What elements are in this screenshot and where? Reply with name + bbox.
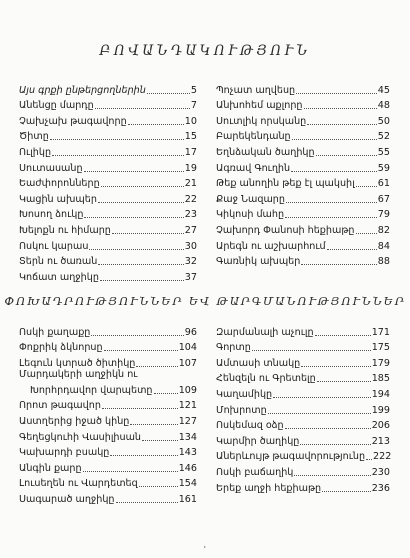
dot-leader [285, 428, 371, 429]
page-number: 127 [178, 416, 197, 428]
entry-title: Սուտասանը [19, 162, 83, 174]
page-number: 52 [377, 131, 390, 143]
entry-title: Անգին քարը [19, 462, 82, 474]
entry-title: Ոսկի քաղաքը [19, 326, 91, 338]
page-number: 179 [371, 357, 390, 369]
entry-title: Որոտ թագավոր [19, 400, 101, 412]
entry-title: Ոսկեմազ օձը [216, 420, 284, 432]
page-number: 82 [377, 224, 390, 236]
page-number: 48 [377, 100, 390, 112]
dot-leader [112, 233, 184, 234]
page-number: 104 [178, 342, 197, 354]
toc-entry [19, 489, 197, 505]
dot-leader [95, 108, 190, 109]
page-number: 27 [184, 224, 197, 236]
toc-entry [216, 174, 390, 190]
page-number: 10 [184, 115, 197, 127]
page-number: 30 [184, 240, 197, 252]
dot-leader [84, 171, 184, 172]
toc-entry [19, 236, 197, 252]
page-number: 55 [377, 146, 390, 158]
dot-leader [315, 335, 371, 336]
page-number: 161 [178, 494, 197, 506]
page-number: 61 [377, 178, 390, 190]
page-number: 230 [371, 466, 390, 478]
dot-leader [89, 249, 183, 250]
dot-leader [102, 408, 178, 409]
entry-title: Խորհրդավոր վարպետը [30, 384, 153, 396]
dot-leader [307, 124, 377, 125]
entry-title: Զարմանալի աչուլը [216, 326, 314, 338]
entry-title: Արեգն ու աշխարհում [216, 240, 326, 252]
entry-title: Չախչախ թագավորը [19, 115, 127, 127]
toc-entry [19, 322, 197, 338]
entry-title: Ամտասի տնակը [216, 357, 301, 369]
entry-title: Խելոքն ու հիմարը [19, 224, 111, 236]
dot-leader [101, 186, 184, 187]
entry-title: Ուլիկը [19, 146, 52, 158]
entry-title: Տերն ու ծառան [19, 256, 98, 268]
toc-entry [19, 80, 197, 96]
page-number: 222 [373, 451, 392, 463]
dot-leader [147, 93, 190, 94]
entry-title: Անխոհեմ աքլորը [216, 100, 303, 112]
toc-entry [19, 458, 197, 474]
dot-leader [292, 139, 377, 140]
page-number: 22 [184, 193, 197, 205]
entry-title: Մարդակերի աղջիկն ու [19, 369, 138, 381]
toc-entry [216, 158, 390, 174]
entry-title: Քաջ Նազարը [216, 193, 285, 205]
contents-left-column [19, 80, 197, 283]
dot-leader [301, 264, 376, 265]
entry-title: Կիկոսի մահը [216, 209, 285, 221]
toc-entry [216, 80, 390, 96]
dot-leader [98, 202, 184, 203]
toc-entry [216, 416, 390, 432]
entry-title: Ագռավ Գուղին [216, 162, 291, 174]
entry-title: Խոսող ձուկը [19, 209, 84, 221]
entry-title: Սուտլիկ որսկանը [216, 115, 307, 127]
entry-title: Լեգուն կտրած ծիտիկը [19, 357, 136, 369]
dot-leader [301, 366, 370, 367]
page-number: 134 [178, 431, 197, 443]
page-number: 7 [190, 100, 197, 112]
contents-right-column [216, 80, 390, 267]
toc-entry [216, 338, 390, 354]
page-number: 194 [371, 388, 390, 400]
dot-leader [130, 424, 177, 425]
dot-leader [84, 217, 183, 218]
dot-leader [110, 455, 177, 456]
page-number: 213 [371, 435, 390, 447]
translations-heading: ՓՈԽԱԴՐՈՒԹՅՈՒՆՆԵՐ ԵՎ ԹԱՐԳՄԱՆՈՒԹՅՈՒՆՆԵՐ [4, 294, 406, 308]
contents-heading: ԲՈՎԱՆԴԱԿՈՒԹՅՈՒՆ [99, 43, 311, 59]
toc-entry [216, 142, 390, 158]
entry-title: Թեք անողին թեք էլ պակսիլ [216, 178, 355, 190]
page-number: 121 [178, 400, 197, 412]
dot-leader [104, 350, 178, 351]
toc-entry [216, 431, 390, 447]
dot-leader [52, 155, 184, 156]
dot-leader [128, 124, 184, 125]
toc-entry [216, 400, 390, 416]
entry-title: Գառնիկ ախպեր [216, 256, 301, 268]
page-number: 50 [377, 115, 390, 127]
dot-leader [268, 413, 371, 414]
toc-entry [19, 338, 197, 354]
page-number: 88 [377, 256, 390, 268]
toc-entry [19, 411, 197, 427]
footer-mark: ՙ [203, 545, 207, 554]
toc-entry [19, 474, 197, 490]
entry-title: Բարեկենդանը [216, 131, 291, 143]
page-number: 199 [371, 404, 390, 416]
entry-title: Եաժփորոնները [19, 178, 100, 190]
toc-entry [19, 142, 197, 158]
dot-leader [294, 475, 370, 476]
dot-leader [142, 440, 178, 441]
page-number: 79 [377, 209, 390, 221]
dot-leader [366, 459, 372, 460]
entry-title: Լուսեղեն ու Վարդետեզ [19, 478, 138, 490]
entry-title: Կացին ախպեր [19, 193, 97, 205]
toc-entry [216, 384, 390, 400]
page-number: 67 [377, 193, 390, 205]
dot-leader [252, 350, 371, 351]
toc-entry [216, 189, 390, 205]
dot-leader [327, 249, 377, 250]
toc-entry [19, 96, 197, 112]
entry-title: Այս գրքի ընթերցողներին [19, 84, 146, 96]
page-number: 37 [184, 271, 197, 283]
entry-title: Աստղերից իջած կինը [19, 416, 130, 428]
page-number: 236 [371, 482, 390, 494]
toc-entry [216, 96, 390, 112]
entry-title: Մոխրոտը [216, 404, 267, 416]
entry-title: Անենցը մարդը [19, 100, 94, 112]
entry-title: Պոչատ աղվեսը [216, 84, 296, 96]
dot-leader [316, 155, 377, 156]
toc-entry [19, 396, 197, 412]
page-number: 109 [178, 384, 197, 396]
toc-entry [19, 189, 197, 205]
page-number: 32 [184, 256, 197, 268]
toc-entry [216, 353, 390, 369]
dot-leader [91, 335, 183, 336]
page-number: 107 [178, 357, 197, 369]
page-number: 21 [184, 178, 197, 190]
page-number: 146 [178, 462, 197, 474]
page-number: 143 [178, 447, 197, 459]
dot-leader [285, 217, 377, 218]
page-number: 171 [371, 326, 390, 338]
page-number: 185 [371, 373, 390, 385]
dot-leader [116, 502, 178, 503]
translations-left-column [19, 322, 197, 505]
page-number: 59 [377, 162, 390, 174]
toc-entry [19, 205, 197, 221]
dot-leader [356, 233, 377, 234]
entry-title: Ծիտը [19, 131, 49, 143]
entry-title: Չախորդ Փանոսի հեքիաթը [216, 224, 355, 236]
toc-entry [216, 462, 390, 478]
toc-entry [19, 174, 197, 190]
translations-right-column [216, 322, 390, 494]
page-number: 206 [371, 420, 390, 432]
entry-title: Հենզելն ու Գրետելը [216, 373, 316, 385]
page-number: 23 [184, 209, 197, 221]
toc-entry [19, 127, 197, 143]
toc-entry [216, 369, 390, 385]
entry-title: Կարմիր ծաղիկը [216, 435, 300, 447]
page-number: 45 [377, 84, 390, 96]
entry-title: Կախարդի բսակը [19, 447, 110, 459]
dot-leader [296, 93, 377, 94]
toc-entry [216, 205, 390, 221]
toc-entry [19, 369, 197, 381]
toc-entry [19, 443, 197, 459]
entry-title: Կոճատ աղջիկը [19, 271, 99, 283]
entry-title: Գեղեցկուհի Վասիլիսան [19, 431, 142, 443]
dot-leader [50, 139, 184, 140]
entry-title: Փոքրիկ ձկնորսը [19, 342, 103, 354]
page-number: 154 [178, 478, 197, 490]
entry-title: Սագարած աղջիկը [19, 494, 115, 506]
dot-leader [317, 381, 371, 382]
page-number: 19 [184, 162, 197, 174]
page-number: 84 [377, 240, 390, 252]
toc-entry [19, 111, 197, 127]
toc-entry [216, 236, 390, 252]
entry-title: Կաղամիկը [216, 388, 273, 400]
toc-entry [19, 252, 197, 268]
page-number: 5 [190, 84, 197, 96]
toc-entry [19, 380, 197, 396]
dot-leader [286, 202, 377, 203]
entry-title: Եղնձական ծաղիկը [216, 146, 315, 158]
page-number: 15 [184, 131, 197, 143]
toc-entry [216, 127, 390, 143]
toc-entry [19, 267, 197, 283]
toc-entry [216, 447, 390, 463]
dot-leader [154, 393, 178, 394]
dot-leader [136, 366, 177, 367]
dot-leader [83, 471, 178, 472]
toc-entry [216, 478, 390, 494]
dot-leader [98, 264, 183, 265]
toc-entry [216, 111, 390, 127]
dot-leader [304, 108, 377, 109]
toc-entry [216, 252, 390, 268]
toc-entry [19, 427, 197, 443]
page-number: 175 [371, 342, 390, 354]
toc-entry [19, 353, 197, 369]
dot-leader [356, 186, 377, 187]
dot-leader [300, 444, 370, 445]
dot-leader [291, 171, 377, 172]
entry-title: Ոսկու կարաս [19, 240, 89, 252]
page-number: 17 [184, 146, 197, 158]
dot-leader [139, 486, 178, 487]
dot-leader [100, 280, 184, 281]
dot-leader [322, 491, 371, 492]
entry-title: Երեք աղջի հեքիաթը [216, 482, 322, 494]
toc-entry [216, 322, 390, 338]
toc-entry [216, 220, 390, 236]
page-number: 96 [184, 326, 197, 338]
toc-entry [19, 158, 197, 174]
toc-entry [19, 220, 197, 236]
entry-title: Գորտը [216, 342, 251, 354]
entry-title: Ոսկի բաճաղիկ [216, 466, 294, 478]
dot-leader [273, 397, 371, 398]
entry-title: Աներևույթ թագավորությունը [216, 451, 366, 463]
